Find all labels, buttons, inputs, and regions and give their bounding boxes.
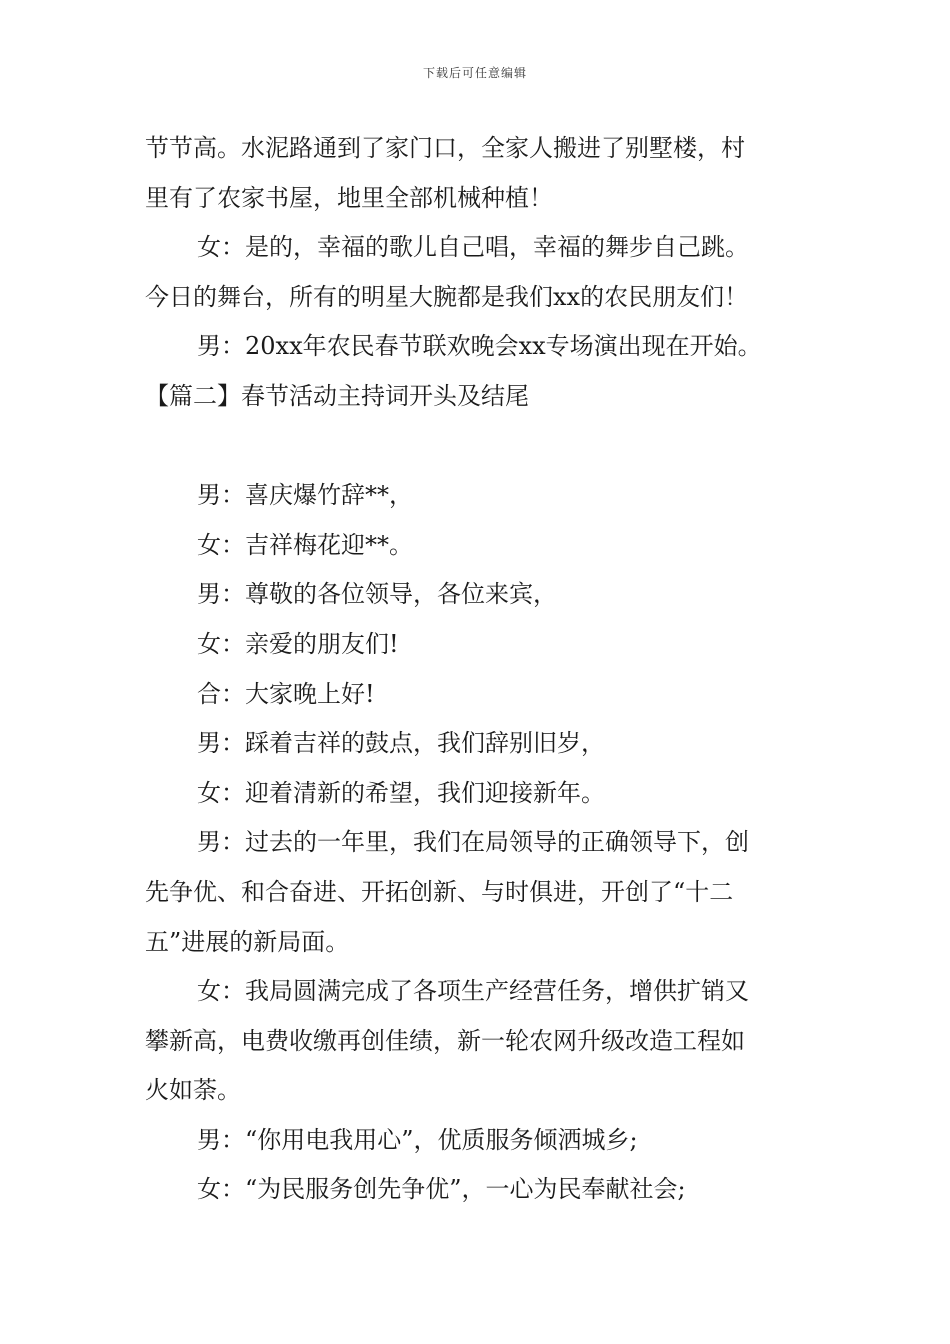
dialogue-line: 女：迎着清新的希望，我们迎接新年。	[197, 778, 605, 807]
dialogue-line: 男：尊敬的各位领导，各位来宾，	[197, 580, 557, 609]
dialogue-line: 男：20xx年农民春节联欢晚会xx专场演出现在开始。	[197, 332, 762, 361]
dialogue-line: 男：“你用电我用心”，优质服务倾洒城乡;	[197, 1125, 638, 1154]
dialogue-line: 女：亲爱的朋友们!	[197, 629, 399, 658]
header-note: 下载后可任意编辑	[422, 66, 527, 80]
dialogue-line: 男：踩着吉祥的鼓点，我们辞别旧岁，	[197, 729, 605, 758]
paragraph-line: 五”进展的新局面。	[145, 927, 350, 956]
dialogue-line: 女：吉祥梅花迎**。	[197, 530, 413, 559]
paragraph-line: 攀新高，电费收缴再创佳绩，新一轮农网升级改造工程如	[145, 1026, 745, 1055]
blank-line	[145, 422, 807, 472]
paragraph-line: 先争优、和合奋进、开拓创新、与时俱进，开创了“十二	[145, 877, 734, 906]
paragraph-line: 节节高。水泥路通到了家门口，全家人搬进了别墅楼，村	[145, 134, 745, 162]
paragraph-line: 里有了农家书屋，地里全部机械种植！	[145, 183, 553, 212]
dialogue-line: 女：是的，幸福的歌儿自己唱，幸福的舞步自己跳。	[197, 233, 749, 262]
paragraph-line: 火如荼。	[145, 1076, 241, 1105]
dialogue-line: 男：过去的一年里，我们在局领导的正确领导下，创	[197, 828, 749, 857]
dialogue-line: 女：我局圆满完成了各项生产经营任务，增供扩销又	[197, 977, 749, 1006]
paragraph-line: 今日的舞台，所有的明星大腕都是我们xx的农民朋友们！	[145, 282, 749, 311]
dialogue-line: 合：大家晚上好!	[197, 679, 375, 708]
section-heading: 【篇二】春节活动主持词开头及结尾	[145, 381, 529, 410]
dialogue-line: 男：喜庆爆竹辞**，	[197, 481, 413, 510]
document-body	[145, 124, 807, 1215]
dialogue-line: 女：“为民服务创先争优”，一心为民奉献社会;	[197, 1175, 686, 1204]
